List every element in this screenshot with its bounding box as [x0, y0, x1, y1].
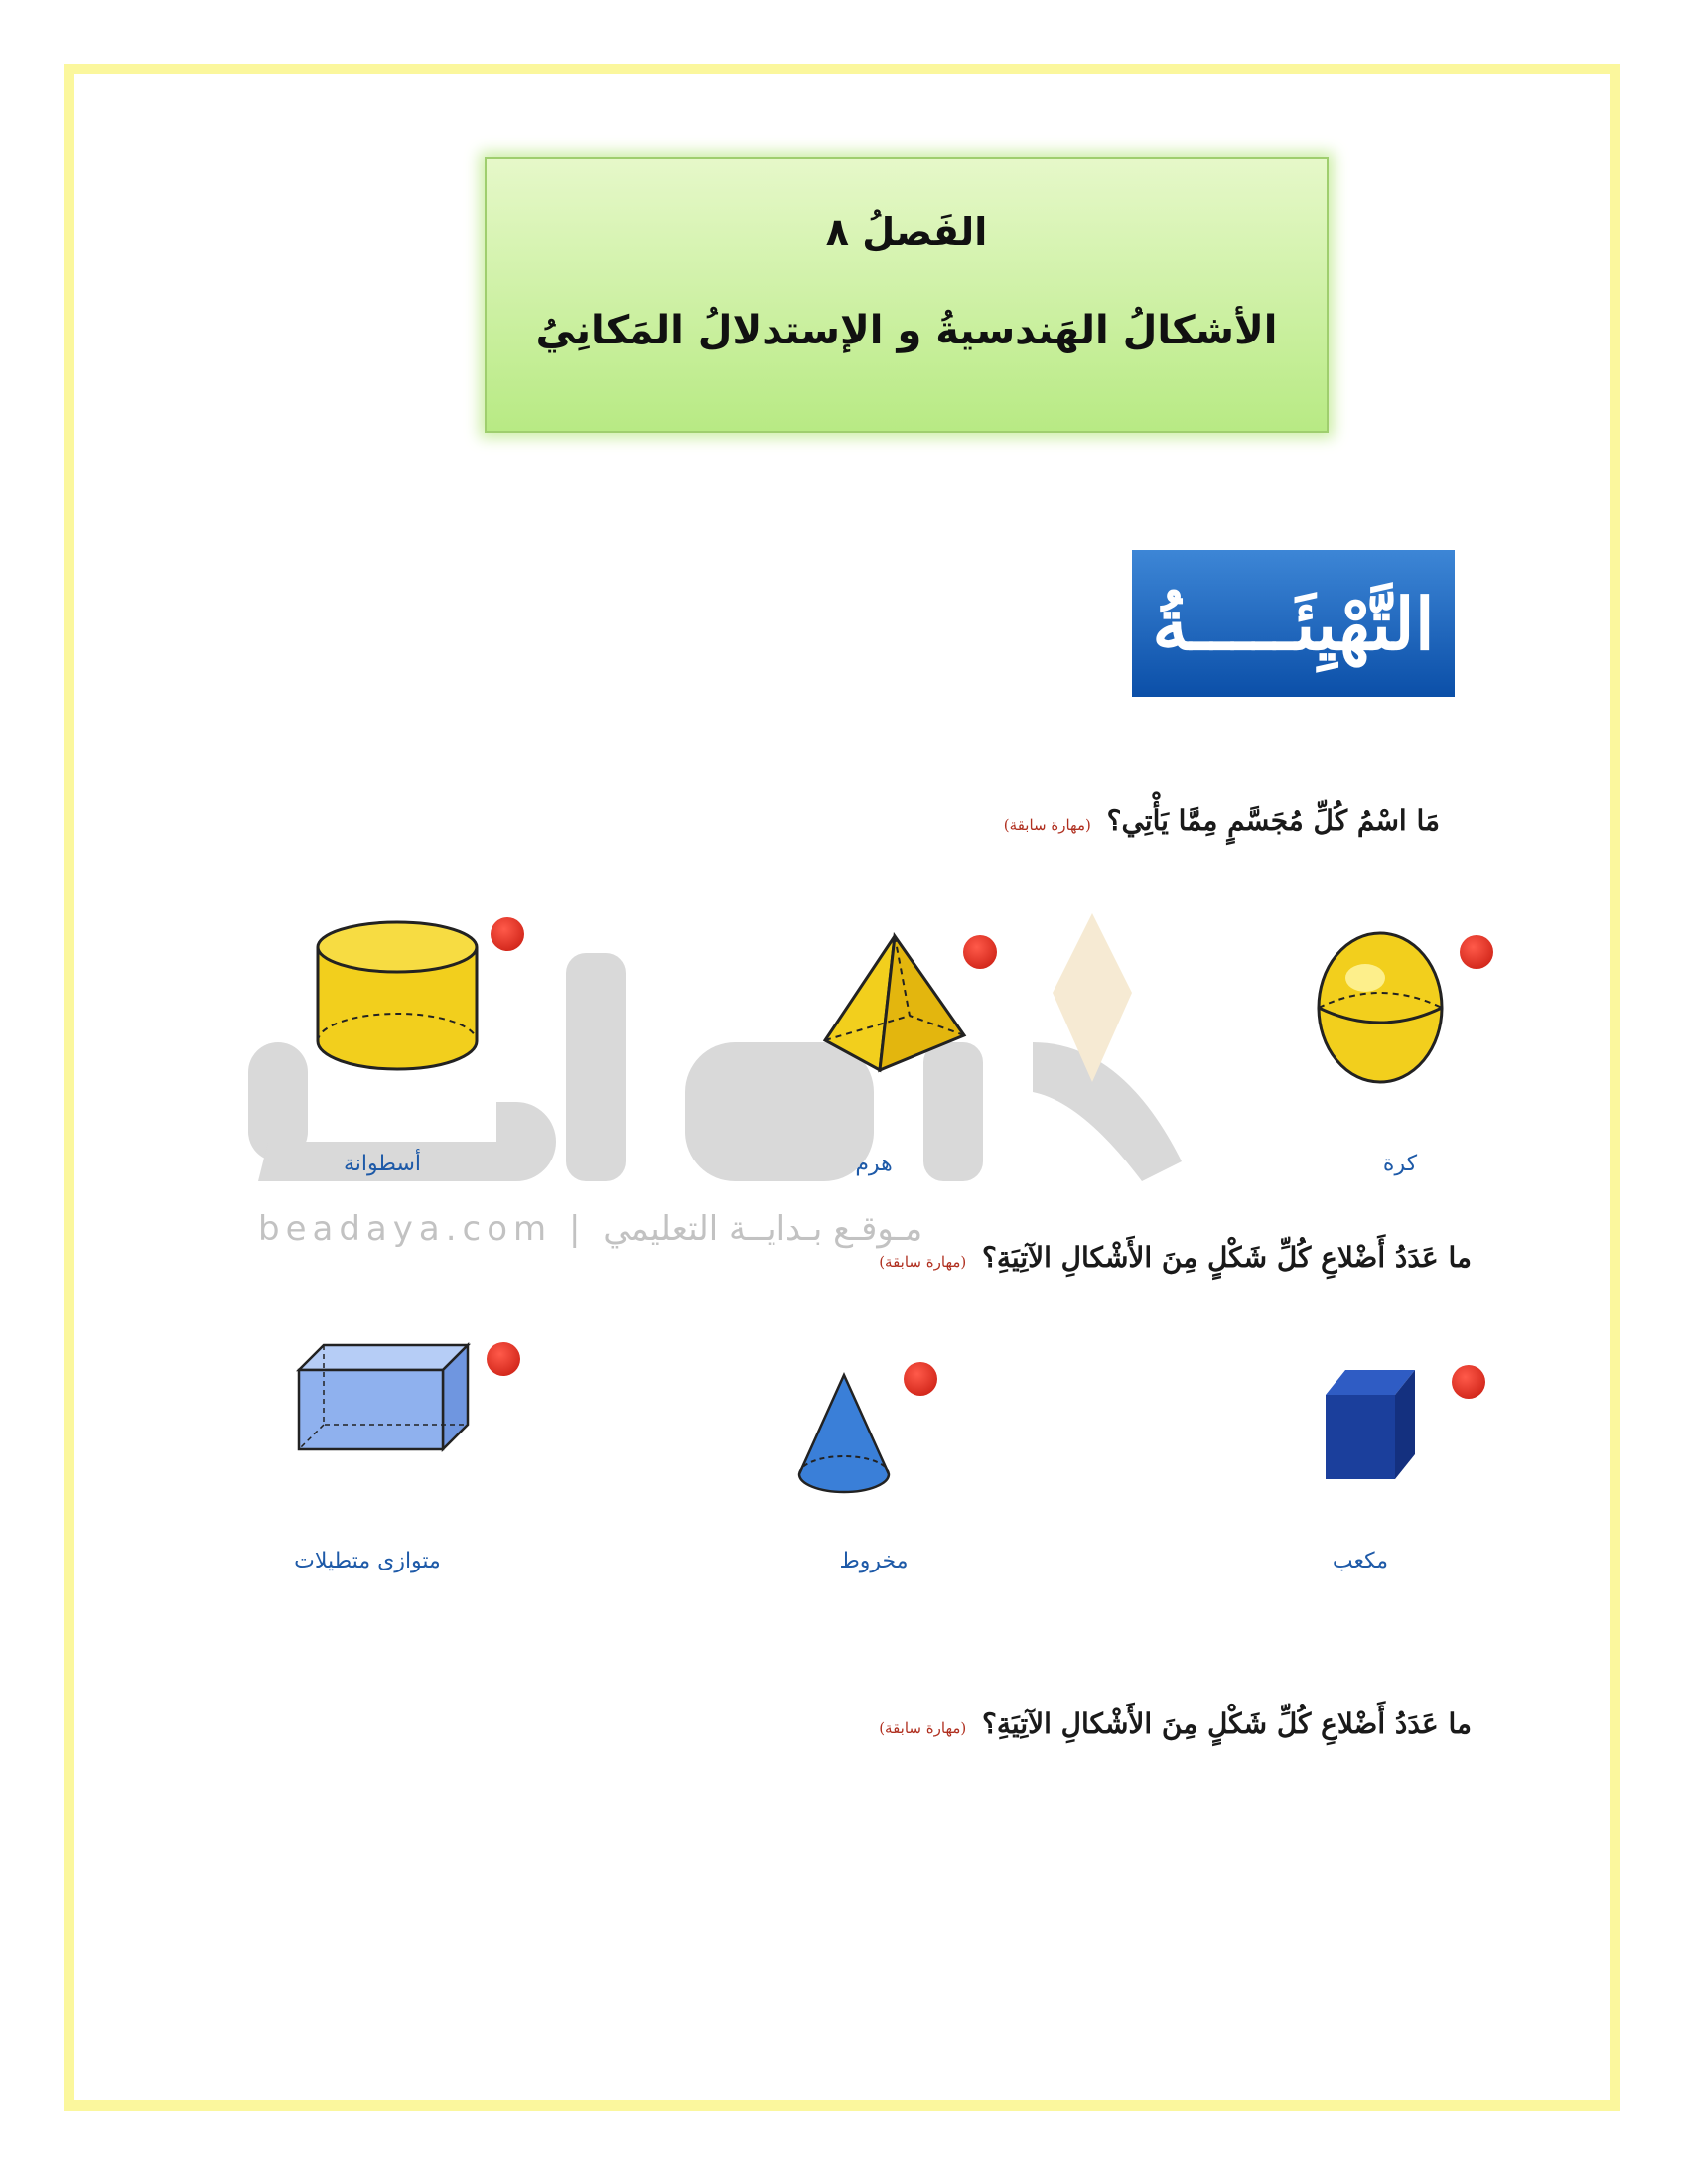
cube-icon: [1321, 1365, 1420, 1484]
question-3-text: ما عَدَدُ أَضْلاعِ كُلِّ شَكْلٍ مِنَ الأَشْكالِ الآتِيَةِ؟: [982, 1707, 1472, 1740]
chapter-title-box: [485, 157, 1329, 433]
watermark-text: beadaya.com | مـوقـع بـدايــة التعليمي: [258, 1209, 923, 1249]
question-2-hint: (مهارة سابقة): [879, 1253, 967, 1271]
question-3-hint: (مهارة سابقة): [879, 1719, 967, 1737]
question-3: [879, 1707, 1472, 1740]
question-2: [879, 1241, 1472, 1274]
rectangular-prism-icon: [294, 1340, 473, 1454]
shape-label-rectangular-prism: متوازى متطيلات: [294, 1549, 441, 1573]
question-1-text: مَا اسْمُ كُلِّ مُجَسَّمٍ مِمَّا يَأْتِي؟: [1106, 804, 1440, 837]
chapter-title: الأشكالُ الهَندسيةُ و الإستدلالُ المَكانِيُ: [535, 308, 1278, 353]
question-2-text: ما عَدَدُ أَضْلاعِ كُلِّ شَكْلٍ مِنَ الأَشْكالِ الآتِيَةِ؟: [982, 1241, 1472, 1274]
question-1: [1004, 804, 1440, 837]
shape-label-sphere: كرة: [1382, 1152, 1418, 1176]
cylinder-icon: [308, 917, 487, 1076]
question-number-dot: [1460, 935, 1493, 969]
cone-icon: [794, 1370, 894, 1499]
shape-label-cylinder: أسطوانة: [344, 1152, 421, 1176]
question-number-dot: [487, 1342, 520, 1376]
shape-label-cone: مخروط: [839, 1549, 909, 1573]
pyramid-icon: [820, 931, 969, 1080]
question-1-hint: (مهارة سابقة): [1003, 816, 1091, 834]
shape-label-cube: مكعب: [1332, 1549, 1389, 1573]
question-number-dot: [1452, 1365, 1485, 1399]
chapter-number: الفَصلُ ٨: [825, 210, 988, 254]
section-badge: التَّهْيِئَـــــةُ: [1132, 550, 1455, 697]
shape-label-pyramid: هرم: [855, 1152, 893, 1176]
sphere-icon: [1311, 923, 1450, 1092]
question-number-dot: [491, 917, 524, 951]
question-number-dot: [904, 1362, 937, 1396]
